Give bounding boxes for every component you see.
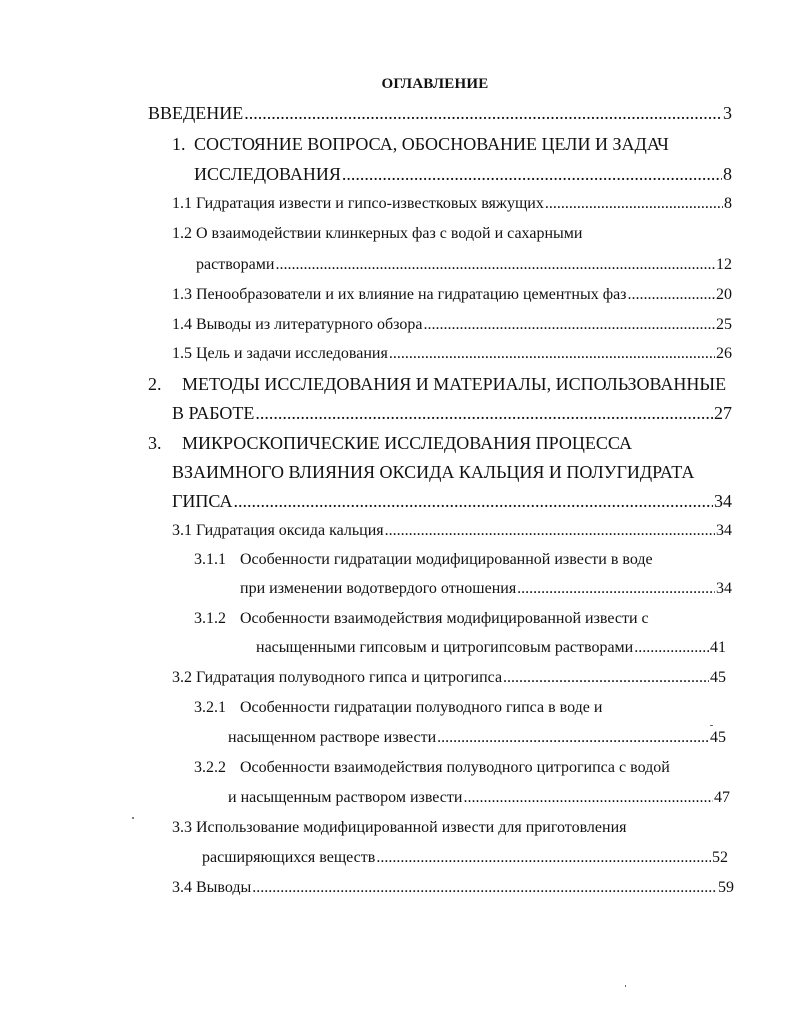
toc-entry-page: 34	[716, 580, 732, 597]
toc-entry-page: 26	[716, 345, 732, 362]
toc-chapter-3	[148, 434, 632, 452]
toc-entry-number: 1.	[172, 134, 186, 154]
toc-entry-text: 1.1 Гидратация извести и гипсо-известковых вяжущих	[172, 195, 544, 212]
toc-leader-dots	[628, 287, 716, 303]
toc-subsection-3-1-2-continued	[256, 640, 726, 656]
toc-subsection-3-2-2-continued	[228, 790, 730, 806]
toc-entry-text: ВЗАИМНОГО ВЛИЯНИЯ ОКСИДА КАЛЬЦИЯ И ПОЛУГИДРАТА	[172, 462, 695, 482]
toc-entry-text: Особенности гидратации полуводного гипса в воде и	[240, 699, 603, 716]
toc-entry-page: 8	[724, 195, 732, 212]
toc-section-1-4	[172, 317, 732, 333]
toc-entry-text: 3.1 Гидратация оксида кальция	[172, 522, 384, 539]
toc-leader-dots	[252, 880, 717, 896]
toc-entry-text: 3.4 Выводы	[172, 879, 252, 896]
toc-entry-text: Особенности гидратации модифицированной извести в воде	[240, 551, 653, 568]
toc-entry-page: 41	[710, 639, 726, 656]
toc-leader-dots	[437, 730, 709, 746]
toc-entry-page: 25	[716, 316, 732, 333]
toc-section-1-2	[172, 226, 582, 242]
toc-entry-page: 20	[716, 286, 732, 303]
scan-speck	[710, 725, 713, 726]
toc-chapter-2	[148, 375, 726, 393]
toc-subsection-3-2-2	[194, 760, 670, 776]
toc-leader-dots	[517, 581, 715, 597]
toc-entry-text: Особенности взаимодействия модифицированной извести с	[240, 610, 649, 627]
toc-chapter-3-continued	[172, 463, 694, 481]
toc-entry-text: МИКРОСКОПИЧЕСКИЕ ИССЛЕДОВАНИЯ ПРОЦЕССА	[182, 433, 632, 453]
toc-entry-page: 34	[716, 522, 732, 539]
toc-entry-text: В РАБОТЕ	[172, 403, 255, 423]
toc-subsection-3-1-1-continued	[240, 581, 732, 597]
toc-entry-text: 1.4 Выводы из литературного обзора	[172, 316, 423, 333]
toc-section-1-1	[172, 196, 732, 212]
toc-chapter-1	[172, 135, 669, 153]
toc-entry-text: 1.5 Цель и задачи исследования	[172, 345, 388, 362]
toc-entry-text: МЕТОДЫ ИССЛЕДОВАНИЯ И МАТЕРИАЛЫ, ИСПОЛЬЗОВАННЫЕ	[182, 374, 727, 394]
toc-leader-dots	[342, 165, 722, 183]
toc-section-3-2	[172, 670, 726, 686]
toc-subsection-3-2-1-continued	[228, 730, 726, 746]
toc-entry-text: ИССЛЕДОВАНИЯ	[194, 164, 341, 184]
toc-leader-dots	[234, 492, 713, 510]
toc-entry-page: 59	[718, 879, 734, 896]
toc-entry-page: 12	[716, 256, 732, 273]
toc-leader-dots	[463, 790, 713, 806]
toc-entry-text: при изменении водотвердого отношения	[240, 580, 517, 597]
toc-section-3-4	[172, 880, 734, 896]
toc-entry-page: 45	[710, 669, 726, 686]
toc-chapter-3-continued-2	[172, 492, 732, 510]
toc-chapter-1-continued	[194, 165, 732, 183]
toc-entry-text: насыщенном растворе извести	[228, 729, 437, 746]
toc-entry-text: расширяющихся веществ	[202, 849, 376, 866]
toc-leader-dots	[275, 257, 715, 273]
toc-entry-text: 3.3 Использование модифицированной извести для приготовления	[172, 819, 627, 836]
toc-section-3-1	[172, 523, 732, 539]
toc-leader-dots	[244, 104, 722, 122]
toc-entry-number: 3.2.1	[194, 699, 226, 716]
toc-entry-number: 2.	[148, 374, 162, 394]
toc-entry-text: 1.2 О взаимодействии клинкерных фаз с водой и сахарными	[172, 225, 583, 242]
toc-entry-number: 3.2.2	[194, 759, 226, 776]
toc-leader-dots	[634, 640, 709, 656]
toc-entry-introduction	[148, 104, 732, 122]
scan-speck	[625, 985, 626, 987]
toc-chapter-2-continued	[172, 404, 732, 422]
scan-speck	[132, 817, 134, 819]
toc-entry-page: 45	[710, 729, 726, 746]
toc-title: ОГЛАВЛЕНИЕ	[381, 76, 489, 92]
toc-subsection-3-1-1	[194, 552, 653, 568]
toc-section-3-3	[172, 820, 627, 836]
toc-entry-text: и насыщенным раствором извести	[228, 789, 463, 806]
toc-leader-dots	[385, 523, 715, 539]
toc-entry-page: 47	[714, 789, 730, 806]
toc-leader-dots	[545, 196, 723, 212]
toc-entry-text: 1.3 Пенообразователи и их влияние на гидратацию цементных фаз	[172, 286, 627, 303]
toc-entry-text: насыщенными гипсовым и цитрогипсовым растворами	[256, 639, 634, 656]
toc-section-1-2-continued	[196, 257, 732, 273]
toc-entry-text: растворами	[196, 256, 275, 273]
toc-section-1-3	[172, 287, 732, 303]
toc-entry-number: 3.1.2	[194, 610, 226, 627]
toc-entry-page: 27	[714, 403, 732, 423]
toc-entry-number: 3.	[148, 433, 162, 453]
toc-leader-dots	[255, 404, 713, 422]
toc-entry-page: 3	[723, 103, 732, 123]
toc-leader-dots	[503, 670, 709, 686]
toc-entry-text: 3.2 Гидратация полуводного гипса и цитрогипса	[172, 669, 503, 686]
toc-leader-dots	[389, 346, 715, 362]
toc-subsection-3-1-2	[194, 611, 649, 627]
toc-entry-page: 34	[714, 491, 732, 511]
toc-entry-page: 8	[723, 164, 732, 184]
toc-section-3-3-continued	[202, 850, 728, 866]
toc-leader-dots	[423, 317, 715, 333]
toc-entry-page: 52	[712, 849, 728, 866]
toc-entry-text: ВВЕДЕНИЕ	[148, 103, 244, 123]
toc-section-1-5	[172, 346, 732, 362]
toc-entry-number: 3.1.1	[194, 551, 226, 568]
toc-subsection-3-2-1	[194, 700, 602, 716]
toc-leader-dots	[376, 850, 711, 866]
toc-entry-text: СОСТОЯНИЕ ВОПРОСА, ОБОСНОВАНИЕ ЦЕЛИ И ЗАДАЧ	[194, 134, 669, 154]
toc-entry-text: Особенности взаимодействия полуводного цитрогипса с водой	[240, 759, 670, 776]
toc-entry-text: ГИПСА	[172, 491, 233, 511]
